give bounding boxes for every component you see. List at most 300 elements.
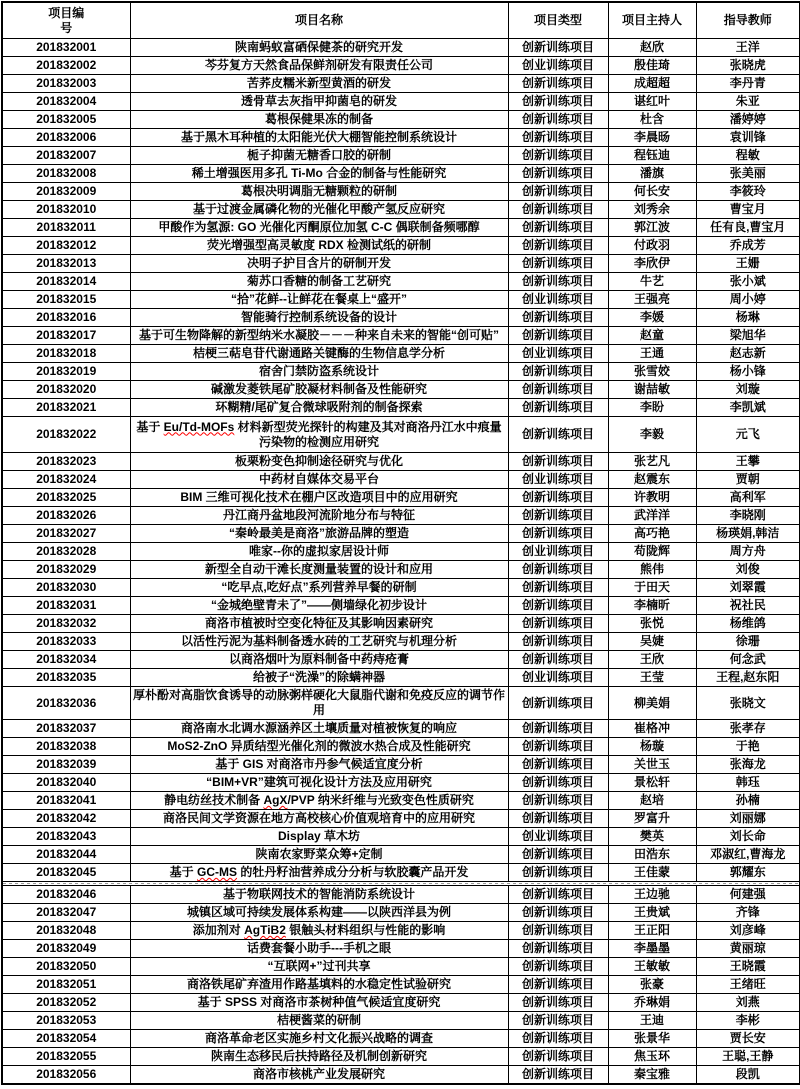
cell-leader[interactable]: 高巧艳 [608,525,696,543]
cell-id[interactable]: 201832030 [2,579,130,597]
cell-id[interactable]: 201832021 [2,399,130,417]
cell-leader[interactable]: 郭江波 [608,219,696,237]
cell-id[interactable]: 201832055 [2,1048,130,1066]
cell-leader[interactable]: 付政羽 [608,237,696,255]
cell-name[interactable]: 苦荞皮糯米新型黄酒的研发 [130,75,508,93]
cell-type[interactable]: 创新训练项目 [508,904,608,922]
cell-id[interactable]: 201832056 [2,1066,130,1085]
cell-advisor[interactable]: 张小斌 [696,273,800,291]
cell-id[interactable]: 201832038 [2,738,130,756]
cell-type[interactable]: 创新训练项目 [508,687,608,720]
table-row [2,525,800,543]
cell-advisor[interactable]: 王绪旺 [696,976,800,994]
cell-id[interactable]: 201832014 [2,273,130,291]
cell-type[interactable]: 创新训练项目 [508,255,608,273]
cell-advisor[interactable]: 邓淑红,曹海龙 [696,846,800,864]
cell-name[interactable]: 商洛市核桃产业发展研究 [130,1066,508,1085]
table-row [2,738,800,756]
cell-advisor[interactable]: 周小婷 [696,291,800,309]
cell-name[interactable]: 陕南生态移民后扶持路径及机制创新研究 [130,1048,508,1066]
cell-name[interactable]: 智能骑行控制系统设备的设计 [130,309,508,327]
cell-advisor[interactable]: 袁训锋 [696,129,800,147]
cell-name[interactable]: 城镇区域可持续发展体系构建——以陕西洋县为例 [130,904,508,922]
cell-type[interactable]: 创业训练项目 [508,291,608,309]
cell-type[interactable]: 创新训练项目 [508,774,608,792]
cell-type[interactable]: 创新训练项目 [508,1048,608,1066]
cell-id[interactable]: 201832016 [2,309,130,327]
cell-type[interactable]: 创业训练项目 [508,471,608,489]
cell-leader[interactable]: 武洋洋 [608,507,696,525]
cell-id[interactable]: 201832042 [2,810,130,828]
cell-leader[interactable]: 秦宝雅 [608,1066,696,1085]
cell-id[interactable]: 201832004 [2,93,130,111]
cell-type[interactable]: 创新训练项目 [508,93,608,111]
cell-leader[interactable]: 张豪 [608,976,696,994]
cell-advisor[interactable]: 贾朝 [696,471,800,489]
cell-leader[interactable]: 牛艺 [608,273,696,291]
cell-id[interactable]: 201832034 [2,651,130,669]
cell-advisor[interactable]: 王聪,王静 [696,1048,800,1066]
cell-name[interactable]: 陕南蚂蚁富硒保健茶的研究开发 [130,39,508,57]
cell-id[interactable]: 201832020 [2,381,130,399]
cell-type[interactable]: 创新训练项目 [508,756,608,774]
cell-name[interactable]: 以活性污泥为基料制备透水砖的工艺研究与机理分析 [130,633,508,651]
cell-type[interactable]: 创新训练项目 [508,381,608,399]
cell-advisor[interactable]: 刘璇 [696,381,800,399]
cell-type[interactable]: 创新训练项目 [508,633,608,651]
cell-name[interactable]: 添加剂对 AgTiB2 银触头材料组织与性能的影响 [130,922,508,940]
cell-type[interactable]: 创新训练项目 [508,453,608,471]
cell-type[interactable]: 创业训练项目 [508,669,608,687]
cell-name[interactable]: 新型全自动干滩长度测量装置的设计和应用 [130,561,508,579]
cell-name[interactable]: 板栗粉变色抑制途径研究与优化 [130,453,508,471]
cell-type[interactable]: 创新训练项目 [508,309,608,327]
cell-type[interactable]: 创新训练项目 [508,597,608,615]
cell-leader[interactable]: 赵欣 [608,39,696,57]
cell-id[interactable]: 201832015 [2,291,130,309]
cell-name[interactable]: 基于 GIS 对商洛市丹参气候适宜度分析 [130,756,508,774]
cell-type[interactable]: 创新训练项目 [508,147,608,165]
cell-name[interactable]: 甲酸作为氢源: GO 光催化丙酮原位加氢 C-C 偶联制备频哪醇 [130,219,508,237]
cell-type[interactable]: 创业训练项目 [508,345,608,363]
cell-advisor[interactable]: 杨瑛娟,韩洁 [696,525,800,543]
cell-type[interactable]: 创新训练项目 [508,75,608,93]
cell-id[interactable]: 201832050 [2,958,130,976]
cell-advisor[interactable]: 王姗 [696,255,800,273]
cell-id[interactable]: 201832032 [2,615,130,633]
cell-advisor[interactable]: 王程,赵东阳 [696,669,800,687]
cell-leader[interactable]: 吴婕 [608,633,696,651]
cell-id[interactable]: 201832005 [2,111,130,129]
cell-name[interactable]: 环糊精/尾矿复合微球吸附剂的制备探索 [130,399,508,417]
cell-type[interactable]: 创新训练项目 [508,810,608,828]
cell-id[interactable]: 201832049 [2,940,130,958]
cell-type[interactable]: 创新训练项目 [508,219,608,237]
cell-type[interactable]: 创业训练项目 [508,828,608,846]
cell-type[interactable]: 创新训练项目 [508,39,608,57]
table-row [2,940,800,958]
cell-advisor[interactable]: 刘长命 [696,828,800,846]
cell-id[interactable]: 201832051 [2,976,130,994]
cell-name[interactable]: 商洛革命老区实施乡村文化振兴战略的调查 [130,1030,508,1048]
table-row [2,327,800,345]
cell-id[interactable]: 201832026 [2,507,130,525]
cell-type[interactable]: 创新训练项目 [508,579,608,597]
spellcheck-underline: Eu/Td-MOFs [163,419,235,434]
cell-advisor[interactable]: 张晓虎 [696,57,800,75]
cell-name[interactable]: 基于黑木耳种植的太阳能光伏大棚智能控制系统设计 [130,129,508,147]
cell-advisor[interactable]: 王晓霞 [696,958,800,976]
cell-type[interactable]: 创新训练项目 [508,165,608,183]
cell-id[interactable]: 201832054 [2,1030,130,1048]
cell-advisor[interactable]: 段凯 [696,1066,800,1085]
cell-leader[interactable]: 罗富升 [608,810,696,828]
cell-leader[interactable]: 关世玉 [608,756,696,774]
cell-name[interactable]: 桔梗酱菜的研制 [130,1012,508,1030]
cell-id[interactable]: 201832003 [2,75,130,93]
cell-type[interactable]: 创新训练项目 [508,994,608,1012]
cell-leader[interactable]: 赵震东 [608,471,696,489]
cell-leader[interactable]: 李毅 [608,417,696,453]
cell-leader[interactable]: 焦玉环 [608,1048,696,1066]
cell-advisor[interactable]: 杨维鸽 [696,615,800,633]
cell-type[interactable]: 创新训练项目 [508,399,608,417]
cell-leader[interactable]: 景松轩 [608,774,696,792]
cell-id[interactable]: 201832012 [2,237,130,255]
cell-advisor[interactable]: 刘彦峰 [696,922,800,940]
cell-type[interactable]: 创新训练项目 [508,489,608,507]
cell-advisor[interactable]: 张美丽 [696,165,800,183]
cell-type[interactable]: 创新训练项目 [508,886,608,904]
cell-name[interactable]: 决明子护目含片的研制开发 [130,255,508,273]
cell-name[interactable]: 透骨草去灰指甲抑菌皂的研发 [130,93,508,111]
cell-id[interactable]: 201832045 [2,864,130,882]
cell-type[interactable]: 创新训练项目 [508,417,608,453]
cell-leader[interactable]: 王强亮 [608,291,696,309]
cell-type[interactable]: 创新训练项目 [508,327,608,345]
cell-leader[interactable]: 王正阳 [608,922,696,940]
cell-name[interactable]: 基于物联网技术的智能消防系统设计 [130,886,508,904]
cell-name[interactable]: “金城绝壁青未了”——侧墙绿化初步设计 [130,597,508,615]
cell-type[interactable]: 创新训练项目 [508,561,608,579]
cell-leader[interactable]: 李墨墨 [608,940,696,958]
cell-id[interactable]: 201832033 [2,633,130,651]
cell-type[interactable]: 创新训练项目 [508,846,608,864]
cell-name[interactable]: “互联网+”过刊共享 [130,958,508,976]
cell-type[interactable]: 创新训练项目 [508,273,608,291]
cell-leader[interactable]: 樊英 [608,828,696,846]
cell-leader[interactable]: 王贵斌 [608,904,696,922]
cell-name[interactable]: 基于 Eu/Td-MOFs 材料新型荧光探针的构建及其对商洛丹江水中痕量污染物的检测应用研究 [130,417,508,453]
cell-name[interactable]: 基于可生物降解的新型纳米水凝胶－－－种来自未来的智能“创可贴” [130,327,508,345]
cell-name[interactable]: 宿舍门禁防盗系统设计 [130,363,508,381]
cell-id[interactable]: 201832024 [2,471,130,489]
cell-name[interactable]: 商洛市植被时空变化特征及其影响因素研究 [130,615,508,633]
cell-leader[interactable]: 田浩东 [608,846,696,864]
cell-id[interactable]: 201832044 [2,846,130,864]
cell-advisor[interactable]: 于艳 [696,738,800,756]
cell-type[interactable]: 创新训练项目 [508,922,608,940]
table-row [2,810,800,828]
cell-advisor[interactable]: 李彬 [696,1012,800,1030]
cell-advisor[interactable]: 黄丽琼 [696,940,800,958]
cell-type[interactable]: 创新训练项目 [508,507,608,525]
cell-id[interactable]: 201832036 [2,687,130,720]
cell-leader[interactable]: 何长安 [608,183,696,201]
cell-leader[interactable]: 杨璇 [608,738,696,756]
cell-id[interactable]: 201832017 [2,327,130,345]
cell-type[interactable]: 创新训练项目 [508,792,608,810]
cell-advisor[interactable]: 刘翠霞 [696,579,800,597]
cell-type[interactable]: 创新训练项目 [508,111,608,129]
table-row [2,597,800,615]
cell-name[interactable]: 陕南农家野菜众筹+定制 [130,846,508,864]
cell-leader[interactable]: 杜含 [608,111,696,129]
table-row [2,399,800,417]
cell-id[interactable]: 201832018 [2,345,130,363]
cell-leader[interactable]: 潘旗 [608,165,696,183]
cell-leader[interactable]: 程钰迪 [608,147,696,165]
cell-leader[interactable]: 张景华 [608,1030,696,1048]
cell-name[interactable]: 基于 GC-MS 的牡丹籽油营养成分分析与软胶囊产品开发 [130,864,508,882]
cell-advisor[interactable]: 郭耀东 [696,864,800,882]
cell-advisor[interactable]: 祝社民 [696,597,800,615]
cell-advisor[interactable]: 李筱玲 [696,183,800,201]
cell-name[interactable]: 基于过渡金属磷化物的光催化甲酸产氢反应研究 [130,201,508,219]
cell-advisor[interactable]: 韩珏 [696,774,800,792]
cell-id[interactable]: 201832025 [2,489,130,507]
cell-id[interactable]: 201832037 [2,720,130,738]
cell-name[interactable]: 稀土增强医用多孔 Ti-Mo 合金的制备与性能研究 [130,165,508,183]
cell-name[interactable]: Display 草木坊 [130,828,508,846]
cell-type[interactable]: 创新训练项目 [508,183,608,201]
cell-id[interactable]: 201832029 [2,561,130,579]
cell-type[interactable]: 创新训练项目 [508,201,608,219]
cell-leader[interactable]: 张悦 [608,615,696,633]
cell-advisor[interactable]: 朱亚 [696,93,800,111]
cell-leader[interactable]: 王欣 [608,651,696,669]
cell-leader[interactable]: 张艺凡 [608,453,696,471]
cell-type[interactable]: 创业训练项目 [508,57,608,75]
cell-id[interactable]: 201832009 [2,183,130,201]
table-row [2,147,800,165]
cell-name[interactable]: 话费套餐小助手---手机之眼 [130,940,508,958]
cell-type[interactable]: 创新训练项目 [508,738,608,756]
cell-leader[interactable]: 李媛 [608,309,696,327]
cell-name[interactable]: 碱激发菱铁尾矿胶凝材料制备及性能研究 [130,381,508,399]
cell-advisor[interactable]: 潘婷婷 [696,111,800,129]
cell-name[interactable]: 葛根决明调脂无糖颗粒的研制 [130,183,508,201]
cell-advisor[interactable]: 齐锋 [696,904,800,922]
cell-advisor[interactable]: 元飞 [696,417,800,453]
cell-type[interactable]: 创新训练项目 [508,940,608,958]
cell-leader[interactable]: 张雪姣 [608,363,696,381]
cell-id[interactable]: 201832001 [2,39,130,57]
cell-type[interactable]: 创新训练项目 [508,976,608,994]
cell-name[interactable]: 桔梗三萜皂苷代谢通路关键酶的生物信息学分析 [130,345,508,363]
cell-leader[interactable]: 殷佳琦 [608,57,696,75]
cell-id[interactable]: 201832035 [2,669,130,687]
cell-advisor[interactable]: 高利军 [696,489,800,507]
cell-id[interactable]: 201832006 [2,129,130,147]
cell-id[interactable]: 201832040 [2,774,130,792]
cell-advisor[interactable]: 孙楠 [696,792,800,810]
spellcheck-underline: AgTiB2 [244,923,286,937]
cell-id[interactable]: 201832048 [2,922,130,940]
cell-leader[interactable]: 王迪 [608,1012,696,1030]
cell-advisor[interactable]: 王攀 [696,453,800,471]
cell-id[interactable]: 201832027 [2,525,130,543]
table-row [2,453,800,471]
cell-id[interactable]: 201832019 [2,363,130,381]
cell-id[interactable]: 201832039 [2,756,130,774]
cell-name[interactable]: 栀子抑菌无糖香口胶的研制 [130,147,508,165]
cell-leader[interactable]: 于田天 [608,579,696,597]
cell-name[interactable]: “拾”花鲜--让鲜花在餐桌上“盛开” [130,291,508,309]
cell-name[interactable]: “吃早点,吃好点”系列营养早餐的研制 [130,579,508,597]
cell-advisor[interactable]: 张孝存 [696,720,800,738]
cell-name[interactable]: “BIM+VR”建筑可视化设计方法及应用研究 [130,774,508,792]
cell-name[interactable]: 丹江商丹盆地段河流阶地分布与特征 [130,507,508,525]
header-row [2,2,800,39]
cell-type[interactable]: 创新训练项目 [508,1012,608,1030]
cell-advisor[interactable]: 刘燕 [696,994,800,1012]
cell-leader[interactable]: 李盼 [608,399,696,417]
cell-leader[interactable]: 王佳蒙 [608,864,696,882]
cell-name[interactable]: 基于 SPSS 对商洛市茶树种值气候适宜度研究 [130,994,508,1012]
cell-leader[interactable]: 李楠昕 [608,597,696,615]
cell-name[interactable]: “秦岭最美是商洛”旅游品牌的塑造 [130,525,508,543]
cell-leader[interactable]: 谢喆敏 [608,381,696,399]
cell-advisor[interactable]: 何建强 [696,886,800,904]
table-row [2,1048,800,1066]
table-row [2,489,800,507]
cell-name[interactable]: 菊苏口香糖的制备工艺研究 [130,273,508,291]
cell-id[interactable]: 201832008 [2,165,130,183]
cell-advisor[interactable]: 张晓文 [696,687,800,720]
cell-leader[interactable]: 柳美娟 [608,687,696,720]
cell-id[interactable]: 201832047 [2,904,130,922]
cell-type[interactable]: 创新训练项目 [508,525,608,543]
cell-advisor[interactable]: 周方舟 [696,543,800,561]
cell-type[interactable]: 创新训练项目 [508,720,608,738]
cell-id[interactable]: 201832028 [2,543,130,561]
cell-leader[interactable]: 许教明 [608,489,696,507]
cell-advisor[interactable]: 李晓刚 [696,507,800,525]
cell-leader[interactable]: 李欣伊 [608,255,696,273]
cell-leader[interactable]: 赵童 [608,327,696,345]
cell-advisor[interactable]: 何念武 [696,651,800,669]
cell-type[interactable]: 创新训练项目 [508,615,608,633]
cell-advisor[interactable]: 徐珊 [696,633,800,651]
cell-leader[interactable]: 刘秀余 [608,201,696,219]
cell-advisor[interactable]: 赵志新 [696,345,800,363]
cell-advisor[interactable]: 梁旭华 [696,327,800,345]
cell-leader[interactable]: 崔格冲 [608,720,696,738]
cell-leader[interactable]: 王莹 [608,669,696,687]
cell-id[interactable]: 201832013 [2,255,130,273]
cell-leader[interactable]: 赵培 [608,792,696,810]
cell-type[interactable]: 创新训练项目 [508,1030,608,1048]
cell-id[interactable]: 201832053 [2,1012,130,1030]
cell-advisor[interactable]: 贾长安 [696,1030,800,1048]
cell-leader[interactable]: 王边驰 [608,886,696,904]
cell-advisor[interactable]: 乔成芳 [696,237,800,255]
spellcheck-underline: AgX [263,793,288,807]
cell-type[interactable]: 创新训练项目 [508,958,608,976]
table-row [2,363,800,381]
cell-leader[interactable]: 熊伟 [608,561,696,579]
cell-name[interactable]: 厚朴酚对高脂饮食诱导的动脉粥样硬化大鼠脂代谢和免疫反应的调节作用 [130,687,508,720]
cell-advisor[interactable]: 程敏 [696,147,800,165]
cell-id[interactable]: 201832002 [2,57,130,75]
cell-type[interactable]: 创新训练项目 [508,651,608,669]
cell-name[interactable]: 葛根保健果冻的制备 [130,111,508,129]
cell-name[interactable]: BIM 三维可视化技术在棚户区改造项目中的应用研究 [130,489,508,507]
cell-name[interactable]: 商洛南水北调水源涵养区土壤质量对植被恢复的响应 [130,720,508,738]
cell-advisor[interactable]: 杨琳 [696,309,800,327]
cell-id[interactable]: 201832007 [2,147,130,165]
cell-name[interactable]: 商洛民间文学资源在地方高校核心价值观培育中的应用研究 [130,810,508,828]
cell-name[interactable]: 商洛铁尾矿弃渣用作路基填料的水稳定性试验研究 [130,976,508,994]
cell-type[interactable]: 创新训练项目 [508,864,608,882]
cell-name[interactable]: 唯家--你的虚拟家居设计师 [130,543,508,561]
cell-leader[interactable]: 乔琳娟 [608,994,696,1012]
cell-id[interactable]: 201832031 [2,597,130,615]
cell-type[interactable]: 创新训练项目 [508,129,608,147]
cell-leader[interactable]: 谌红叶 [608,93,696,111]
cell-advisor[interactable]: 李凯斌 [696,399,800,417]
cell-advisor[interactable]: 杨小锋 [696,363,800,381]
cell-name[interactable]: 以商洛烟叶为原料制备中药痔疮膏 [130,651,508,669]
cell-advisor[interactable]: 任有良,曹宝月 [696,219,800,237]
table-row [2,471,800,489]
cell-name[interactable]: 中药材自媒体交易平台 [130,471,508,489]
cell-leader[interactable]: 苟陇辉 [608,543,696,561]
cell-type[interactable]: 创新训练项目 [508,237,608,255]
cell-leader[interactable]: 李晨旸 [608,129,696,147]
cell-name[interactable]: 静电纺丝技术制备 AgX/PVP 纳米纤维与光致变色性质研究 [130,792,508,810]
cell-type[interactable]: 创业训练项目 [508,543,608,561]
cell-leader[interactable]: 王敏敏 [608,958,696,976]
cell-advisor[interactable]: 王洋 [696,39,800,57]
table-row [2,201,800,219]
table-row [2,273,800,291]
cell-id[interactable]: 201832022 [2,417,130,453]
cell-leader[interactable]: 王通 [608,345,696,363]
cell-advisor[interactable]: 刘丽娜 [696,810,800,828]
cell-name[interactable]: 给被子“洗澡”的除螨神器 [130,669,508,687]
table-row [2,720,800,738]
cell-id[interactable]: 201832052 [2,994,130,1012]
cell-name[interactable]: 芩芬复方天然食品保鲜剂研发有限责任公司 [130,57,508,75]
cell-id[interactable]: 201832010 [2,201,130,219]
cell-type[interactable]: 创新训练项目 [508,363,608,381]
cell-type[interactable]: 创新训练项目 [508,1066,608,1085]
cell-name[interactable]: 荧光增强型高灵敏度 RDX 检测试纸的研制 [130,237,508,255]
cell-advisor[interactable]: 刘俊 [696,561,800,579]
cell-id[interactable]: 201832046 [2,886,130,904]
cell-id[interactable]: 201832043 [2,828,130,846]
cell-id[interactable]: 201832041 [2,792,130,810]
cell-advisor[interactable]: 李丹青 [696,75,800,93]
cell-leader[interactable]: 成超超 [608,75,696,93]
cell-advisor[interactable]: 张海龙 [696,756,800,774]
cell-advisor[interactable]: 曹宝月 [696,201,800,219]
cell-name[interactable]: MoS2-ZnO 异质结型光催化剂的微波水热合成及性能研究 [130,738,508,756]
cell-id[interactable]: 201832011 [2,219,130,237]
cell-id[interactable]: 201832023 [2,453,130,471]
